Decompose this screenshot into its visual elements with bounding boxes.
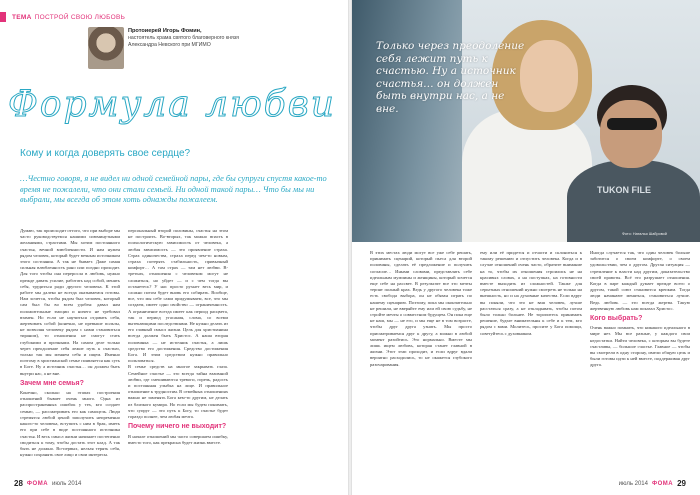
right-column-1 [370,250,472,368]
page-number: 28 [14,479,23,488]
photo-man-face [600,100,662,168]
paragraph: Думаю, так происходит оттого, что при выборе мы часто руководствуемся нашими сиюминутными желаниями, страстями. Мы хотим постоянного счастья, вечной влюбленности. И нам нужен рядом человек, который будет вечным источником этого состояния. А так не бывает. Даже самая сильная влюбленность рано или поздно проходит. Для того чтобы она переросла в любовь, нужно прежде давать усилие, работать над собой, менять себя, трудиться ради другого человека. К этой работе мы далеко не всегда оказываемся готовы. Нам хочется, чтобы рядом был человек, который сам был бы во всем удобен: давал нам положительные эмоции и ничего не требовал взамен. Но если не научиться отдавать себя, жертвовать собой (конечно, не превыше пользы, не позволяя человеку рядом с нами становиться тираном), то отношения не смогут стать глубокими и прочными. На самом деле только через преодоление себя лежит путь к счастью, только так мы меняем себя и ищем. Именно поэтому в христианской семье появляется как суть в Боге. Ну а источник счастья… он должен быть внутри нас, а не вне. [20,228,120,376]
magazine-logo: ФОМА [26,480,49,487]
article-lead: …Честно говоря, я не видел ни одной семейной пары, где бы супруги спустя какое-то время не пожалели, что они стали семьей. Ни одной такой пары… Что бы мы ни выбрали, мы всегда об этом хоть однажды пожалеем. [20,174,327,204]
paragraph: В этих местах люди могут все уже себе решать, принимать сценарий, который пьеса для второй половины, сделать её предложение и получить согласие… Иными словами, представлять себе идеальным мужчины и женщины, который хочется еще себе на рассвет. В результате все это мечты терпят полный крах. Ведь у другого человека тоже есть свобода выбора, он не обязан играть по нашему сценарию. Поэтому, пока мы окончательно не решили, не вверяйте ему или ей свою судьбу, не стройте мечты о совместном будущем. Он пока еще не наш, мы — не его, и мы еще не в том возрасте, чтобы друг друга узнать. Мы просто присматриваемся друг к другу, а можно в любой момент разойтись. Это нормально. Вместе мы лишь ищем любовь, которая станет главной в жизни. Этот этап проходит, и если вдруг вдали вероятно расходились, то не окажется глубокого разочарования. [370,250,472,367]
paragraph: Иногда случается так, что один человек больше заботится о своем комфорте, о своем удовольствии, чем о другом. Другая ситуация — стремление к власти над другим, доказательство своей правоты. Всё это разрушает отношения. Когда в паре каждый думает прежде всего о другом, такой союз становится крепким. Тогда люди начинают меняться, становиться лучше. Ведь любовь — это всегда жертва. Такую жертвенную любовь нам показал Христос. [590,250,690,311]
sunglasses-icon [607,118,657,130]
rubric-label: ТЕМА [12,13,32,21]
photo-credit: Фото: Наталья Шабровой [622,232,667,236]
left-column-2 [128,228,228,446]
shirt-print: TUKON FILE [597,185,651,195]
photo-woman-face [520,40,578,112]
author-block [128,28,248,49]
page-footer-left [14,479,81,488]
rubric [0,11,180,23]
right-column-3 [590,250,690,369]
author-role: настоятель храма святого благоверного князя Александра Невского при МГИМО [128,35,239,48]
section-heading: Почему ничего не выходит? [128,423,227,431]
right-page [352,0,700,495]
author-portrait [88,27,124,69]
paragraph: В начале отношений мы часто совершаем ошибку, вместо того, как прекрасна будет жизнь вместе. [128,433,228,445]
rubric-title: ПОСТРОЙ СВОЮ ЛЮБОВЬ [34,13,126,21]
pull-quote: Только через преодоление себя лежит путь к счастью. Ну а источник счастья… он должен быть внутри нас, а не вне. [376,40,525,115]
issue-date: июль 2014 [52,480,82,487]
rubric-marker [0,12,6,22]
couple-photo [352,0,700,242]
section-heading: Кого выбрать? [590,315,643,323]
issue-date: июль 2014 [618,480,648,487]
page-footer-right [619,479,686,488]
paragraph: Конечно, сколько на этапах построения отношений бывает очень много. Одна из распространенных ошибок у тех, кто создает семью, — рассматривать его как самоцель. Люди стремятся любой ценой заполучить непременно какого-то человека, вступить с ним в брак, иметь его при себе в виде постоянного источника счастья. И весь смысл жизни начинает постепенно сводиться к тому, чтобы достать этот клад. А так быть не должно. Во-первых, нельзя терять себя, нужно сохранять свое лицо и свои интересы. [20,390,120,458]
magazine-logo: ФОМА [651,480,674,487]
left-column-1 [20,228,120,458]
paragraph: ему или её придется и отчасти и склониться к такому решению и отпустить человека. Когда и в случае отношений очень часто, обратите внимание на то, чтобы их отношения строились не на красивых словах, а на поступках, на готовности вместе выходить из сложностей. Также для серьезных отношений нужно смотреть не только на внешность, но и на духовные качества. Если вдруг вы поняли, что это не ваш человек, лучше расстаться сразу, а не откладывать, чтобы потом было только больнее. Не торопитесь принимать решение, будьте внимательны к себе и к тем, кто рядом с вами. Молитесь, просите у Бога помощи, советуйтесь с духовником. [480,250,582,336]
paragraph: В семье средств на многое закрывать глаза. Семейное счастье — это всегда тайна взаимной любви, где смешиваются тревоги, горечь, радость и постоянная улыбка на лице. И правильное отношение к трудностям. В семейных отношениях важно не заменять Бога кем-то другим, не делать из близкого кумира. Но если мы будем понимать, что супруг — это путь к Богу, то счастье будет гораздо полнее, чем любая мечта. [128,364,228,420]
paragraph: персональный второй половины, счастья на этом не построить. Во-вторых, так можно впасть в психологическую зависимость от человека, а любая зависимость — это проявление страха. Страх одиночества, страха перед чем-то новым, страха потерять стабильность, привычный комфорт… А там страх — там нет любви. В-третьих, отношения с человеком могут не сложиться, но уйдет — и с чем тогда вы останетесь? У нас просто рухнет весь мир, и сложно потом будет вновь его собирать. Вообще, все, что мы себе сами придумываем, все, что мы создаем, имеет одно свойство — ограниченность. А ограничение всегда имеет как период расцвета, так и период угасания, слома, со всеми вытекающими последствиями. Не нужно делать из его главный смысл жизни. Цель для христианина всегда должен быть Христос. А наша вторая половинка — не источник счастья, а лишь средство его достижения. Средство достижения Бога. И этим средством нужно правильно пользоваться. [128,228,228,364]
paragraph: Очень важно помнить, что никакого идеального в мире нет. Мы все разные, у каждого свои недостатки. Найти человека, с которым вы будете счастливы, — большое счастье. Главное — чтобы вы смотрели в одну сторону, имели общую цель и были готовы идти к ней вместе, поддерживая друг друга. [590,325,690,368]
article-title: Формула любви [8,84,336,125]
article-subtitle: Кому и когда доверять свое сердце? [20,148,191,159]
page-number: 29 [677,479,686,488]
author-name: Протоиерей Игорь Фомин, [128,28,202,34]
right-column-2 [480,250,582,337]
rubric-text [12,14,125,21]
section-heading: Зачем мне семья? [20,379,84,387]
